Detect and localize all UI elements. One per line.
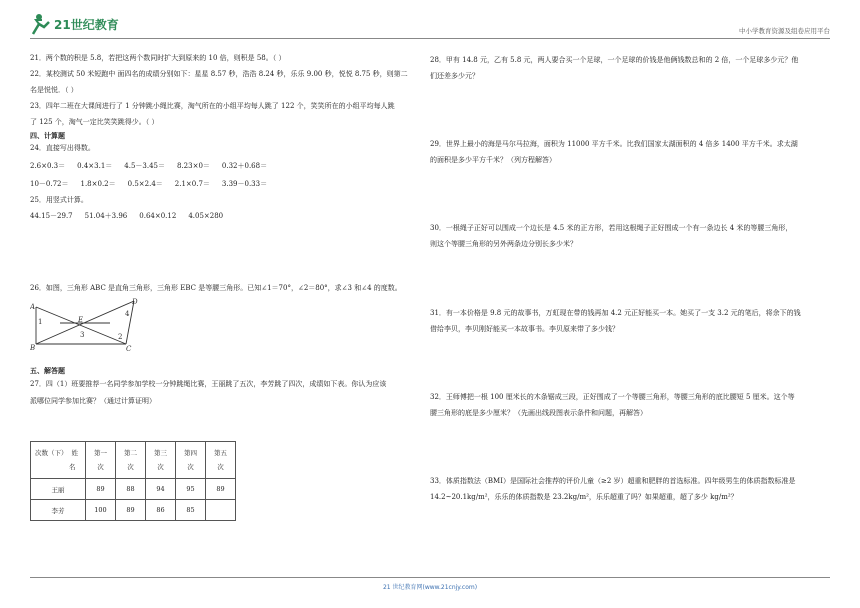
label-a: A <box>30 303 36 311</box>
question-29-line2: 的面积是多少平方千米？（列方程解答） <box>430 156 556 164</box>
question-31-line2: 借给李贝，李贝刚好能买一本故事书。李贝原来带了多少钱？ <box>430 325 619 333</box>
table-col-header: 第二 次 <box>116 442 146 479</box>
table-cell: 94 <box>146 479 176 500</box>
question-23-line2: 了 125 个，淘气一定比笑笑跳得少。（ ） <box>30 118 159 126</box>
calc-item: 44.15－29.7 <box>30 212 73 220</box>
calc-item: 2.1×0.7＝ <box>174 180 210 188</box>
label-d: D <box>132 298 138 306</box>
angle-1: 1 <box>38 318 43 326</box>
label-b: B <box>30 344 36 352</box>
question-29-line1: 29．世界上最小的海是马尔马拉海，面积为 11000 平方千米。比我们国家太湖面积的 4 倍多 1400 平方千米。求太湖 <box>430 140 798 148</box>
calc-item: 4.05×280 <box>188 212 224 220</box>
question-22-line1: 22．某校测试 50 米短跑中 面四名的成绩分别如下：星星 8.57 秒，浩浩 8.24 秒，乐乐 9.00 秒，悦悦 8.75 秒，则第二 <box>30 70 408 78</box>
calc-item: 0.5×2.4＝ <box>127 180 163 188</box>
angle-4: 4 <box>125 310 130 318</box>
table-cell: 89 <box>206 479 236 500</box>
label-c: C <box>126 345 132 353</box>
table-col-header: 第五 次 <box>206 442 236 479</box>
question-33-line1: 33．体质指数法（BMI）是国际社会推荐的评价儿童（≥2 岁）超重和肥胖的首选标准。四年级男生的体质指数标准是 <box>430 477 796 485</box>
calc-item: 4.5－3.45＝ <box>124 162 165 170</box>
question-22-line2: 名是悦悦．（ ） <box>30 86 78 94</box>
left-column <box>30 50 415 221</box>
question-25: 25．用竖式计算。 <box>30 196 88 204</box>
question-24: 24．直接写出得数。 <box>30 144 95 152</box>
question-28-line2: 们还差多少元？ <box>430 72 479 80</box>
calc-row-3 <box>30 211 415 221</box>
footer-divider <box>30 577 830 578</box>
table-cell: 100 <box>86 500 116 521</box>
question-31-line1: 31．有一本价格是 9.8 元的故事书，万虹现在带的钱再加 4.2 元正好能买一本。她买了一支 3.2 元的笔后，将余下的钱 <box>430 309 801 317</box>
question-23-line1: 23．四年二班在大课间进行了 1 分钟跳小绳比赛，淘气所在的小组平均每人跳了 122 个，笑笑所在的小组平均每人跳 <box>30 102 395 110</box>
calc-item: 3.39－0.33＝ <box>221 180 268 188</box>
score-table <box>30 441 236 521</box>
question-28-line1: 28．甲有 14.8 元，乙有 5.8 元，两人要合买一个足球，一个足球的价钱是他俩钱数总和的 2 倍，一个足球多少元？他 <box>430 56 799 64</box>
table-col-header: 第三 次 <box>146 442 176 479</box>
label-e: E <box>78 316 84 324</box>
header-divider <box>30 38 830 39</box>
site-logo <box>30 12 140 38</box>
header-platform-text: 中小学教育资源及组卷应用平台 <box>739 27 830 35</box>
table-cell: 86 <box>146 500 176 521</box>
runner-icon <box>33 14 49 34</box>
question-26: 26．如图，三角形 ABC 是直角三角形，三角形 EBC 是等腰三角形。已知∠1＝70°，∠2＝80°，求∠3 和∠4 的度数。 <box>30 284 402 292</box>
question-27-line2: 派哪位同学参加比赛？（通过计算证明） <box>30 397 156 405</box>
calc-item: 1.8×0.2＝ <box>80 180 116 188</box>
table-header-row <box>31 442 236 479</box>
question-32-line1: 32．王师傅把一根 100 厘米长的木条锯成三段，正好围成了一个等腰三角形，等腰三角形的底比腰短 5 厘米。这个等 <box>430 393 795 401</box>
table-row-name: 王丽 <box>31 479 86 500</box>
table-cell: 85 <box>176 500 206 521</box>
logo-text: 21世纪教育 <box>54 18 119 32</box>
calc-item: 51.04＋3.96 <box>84 212 128 220</box>
calc-item: 0.64×0.12 <box>139 212 177 220</box>
question-21: 21．两个数的积是 5.8，若把这两个数同时扩大到原来的 10 倍，则积是 58。（ ） <box>30 54 286 62</box>
table-cell: 89 <box>86 479 116 500</box>
table-cell: 95 <box>176 479 206 500</box>
calc-row-2 <box>30 179 415 189</box>
question-30-line1: 30．一根绳子正好可以围成一个边长是 4.5 米的正方形，若用这根绳子正好围成一个有一条边长 4 米的等腰三角形， <box>430 224 793 232</box>
footer-text: 21 世纪教育网(www.21cnjy.com) <box>382 584 478 591</box>
triangle-figure <box>30 297 140 353</box>
table-cell: 89 <box>116 500 146 521</box>
question-30-line2: 则这个等腰三角形的另外两条边分别长多少米？ <box>430 240 577 248</box>
table-corner-cell: 次数（下） 姓 名 <box>31 442 86 479</box>
question-27-line1: 27．四（1）班要推荐一名同学参加学校一分钟跳绳比赛，王丽跳了五次，李芳跳了四次，成绩如下表。你认为应该 <box>30 380 387 388</box>
question-32-line2: 腰三角形的底是多少厘米？（先画出线段图表示条件和问题，再解答） <box>430 409 647 417</box>
angle-3: 3 <box>80 331 85 339</box>
question-33-line2: 14.2~20.1kg/m²，乐乐的体质指数是 23.2kg/m²，乐乐超重了吗？如果超重，超了多少 kg/m²？ <box>430 493 738 501</box>
calc-item: 8.23×0＝ <box>177 162 210 170</box>
table-col-header: 第一 次 <box>86 442 116 479</box>
table-row <box>31 500 236 521</box>
calc-item: 0.32＋0.68＝ <box>221 162 268 170</box>
section-5-title: 五、解答题 <box>30 366 65 375</box>
table-col-header: 第四 次 <box>176 442 206 479</box>
calc-item: 0.4×3.1＝ <box>77 162 113 170</box>
table-row-name: 李芳 <box>31 500 86 521</box>
calc-item: 10－0.72＝ <box>30 180 69 188</box>
calc-item: 2.6×0.3＝ <box>30 162 66 170</box>
table-cell: 88 <box>116 479 146 500</box>
section-4-title: 四、计算题 <box>30 131 65 140</box>
table-row <box>31 479 236 500</box>
table-cell <box>206 500 236 521</box>
calc-row-1 <box>30 161 415 171</box>
angle-2: 2 <box>118 333 123 341</box>
